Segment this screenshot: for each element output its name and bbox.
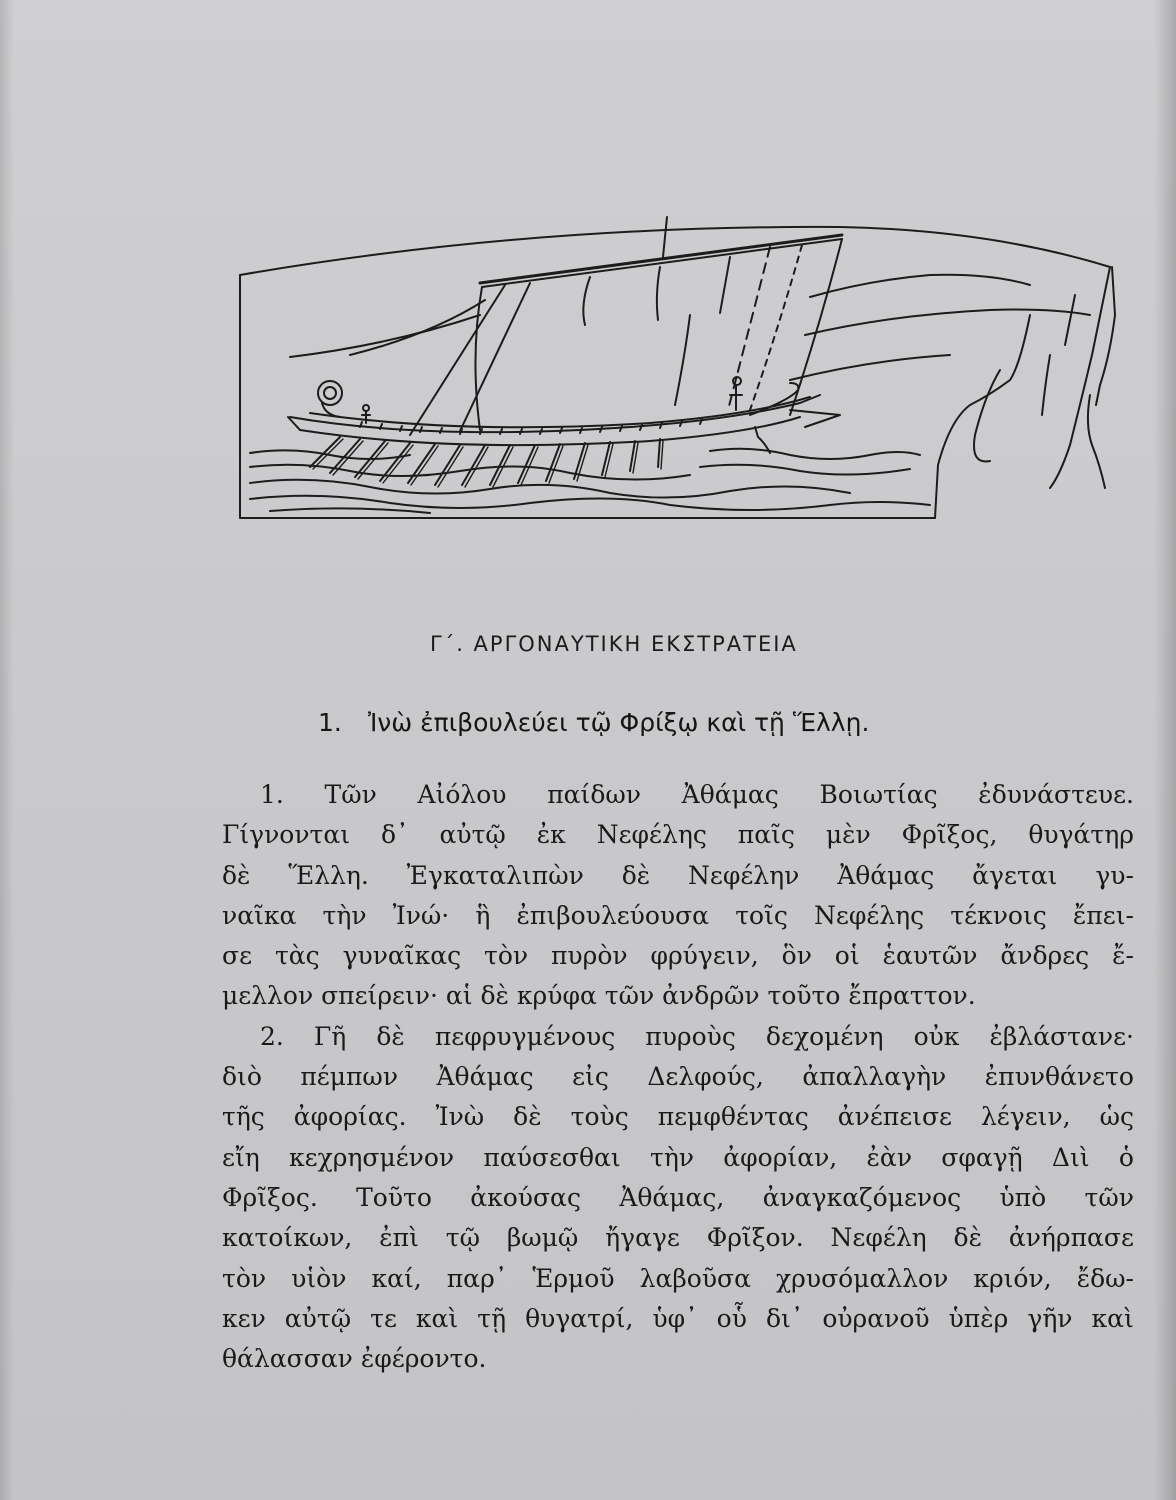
ship-illustration [230,205,1130,535]
text-line: Φρῖξος. Τοῦτο ἀκούσας Ἀθάμας, ἀναγκαζόμενος ὑπὸ τῶν [222,1182,1134,1212]
section-title: Ἰνὼ ἐπιβουλεύει τῷ Φρίξῳ καὶ τῇ Ἕλλῃ. [367,708,870,737]
text-line: μελλον σπείρειν· αἱ δὲ κρύφα τῶν ἀνδρῶν τοῦτο ἔπραττον. [222,981,976,1011]
text-line: κεν αὐτῷ τε καὶ τῇ θυγατρί, ὑφ᾽ οὗ δι᾽ οὐρανοῦ ὑπὲρ γῆν καὶ [222,1303,1134,1333]
text-line: τῆς ἀφορίας. Ἰνὼ δὲ τοὺς πεμφθέντας ἀνέπεισε λέγειν, ὡς [222,1102,1134,1132]
page-edge-shadow [1154,0,1176,1500]
page-gutter-shadow [0,0,14,1500]
text-line: διὸ πέμπων Ἀθάμας εἰς Δελφούς, ἀπαλλαγὴν ἐπυνθάνετο [222,1062,1134,1092]
paragraph-2 [222,1017,1134,1380]
text-line: δὲ Ἕλλη. Ἐγκαταλιπὼν δὲ Νεφέλην Ἀθάμας ἄγεται γυ- [222,860,1134,890]
text-line: σε τὰς γυναῖκας τὸν πυρὸν φρύγειν, ὃν οἱ ἑαυτῶν ἄνδρες ἔ- [222,941,1134,971]
text-line: κατοίκων, ἐπὶ τῷ βωμῷ ἤγαγε Φρῖξον. Νεφέλη δὲ ἀνήρπασε [222,1223,1134,1253]
section-number: 1. [318,708,342,737]
text-line: 1. Τῶν Αἰόλου παίδων Ἀθάμας Βοιωτίας ἐδυνάστευε. [260,780,1134,809]
text-line: θάλασσαν ἐφέροντο. [222,1344,487,1374]
section-heading [318,708,869,737]
text-line: 2. Γῆ δὲ πεφρυγμένους πυροὺς δεχομένη οὐκ ἐβλάστανε· [260,1021,1134,1051]
text-line: τὸν υἱὸν καί, παρ᾽ Ἑρμοῦ λαβοῦσα χρυσόμαλλον κριόν, ἔδω- [222,1263,1134,1293]
text-line: ναῖκα τὴν Ἰνώ· ἣ ἐπιβουλεύουσα τοῖς Νεφέλης τέκνοις ἔπει- [222,900,1134,930]
chapter-title: Γ΄. ΑΡΓΟΝΑΥΤΙΚΗ ΕΚΣΤΡΑΤΕΙΑ [430,632,798,656]
paragraph-1 [222,775,1134,1017]
body-text [222,775,1134,1379]
text-line: εἴη κεχρησμένον παύσεσθαι τὴν ἀφορίαν, ἐὰν σφαγῇ Διὶ ὁ [222,1142,1134,1172]
text-line: Γίγνονται δ᾽ αὐτῷ ἐκ Νεφέλης παῖς μὲν Φρῖξος, θυγάτηρ [222,820,1134,850]
